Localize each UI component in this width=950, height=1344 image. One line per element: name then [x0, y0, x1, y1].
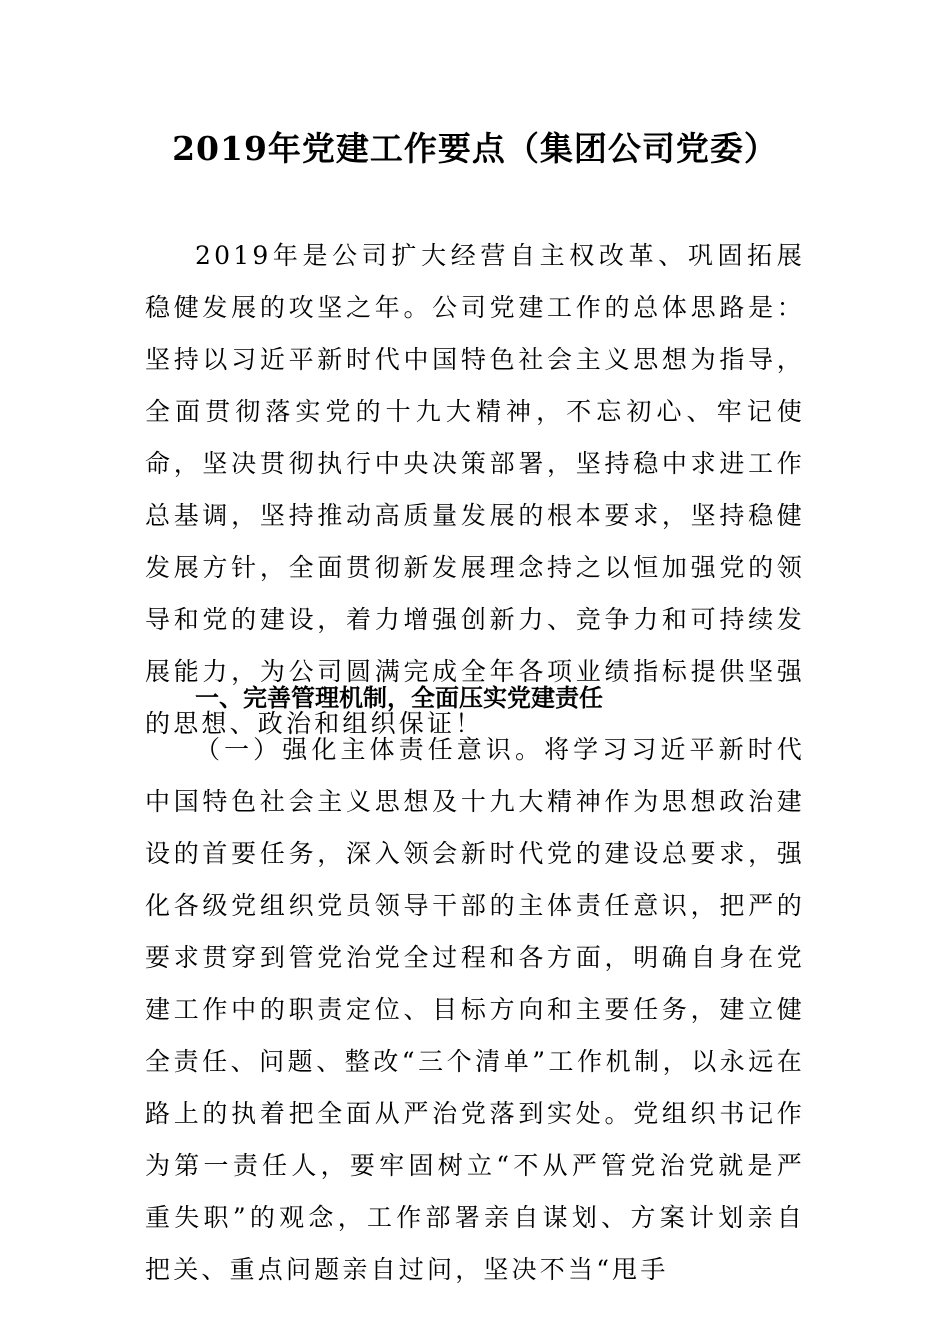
section-heading: 一、完善管理机制，全面压实党建责任 — [195, 684, 603, 712]
paragraph-text: 2019年是公司扩大经营自主权改革、巩固拓展稳健发展的攻坚之年。公司党建工作的总体思路是：坚持以习近平新时代中国特色社会主义思想为指导，全面贯彻落实党的十九大精神，不忘初心、牢记使命，坚决贯彻执行中央决策部署，坚持稳中求进工作总基调，坚持推动高质量发展的根本要求，坚持稳健发展方针，全面贯彻新发展理念持之以恒加强党的领导和党的建设，着力增强创新力、竞争力和可持续发展能力，为公司圆满完成全年各项业绩指标提供坚强的思想、政治和组织保证！ — [145, 241, 805, 738]
paragraph-text: （一）强化主体责任意识。将学习习近平新时代中国特色社会主义思想及十九大精神作为思想政治建设的首要任务，深入领会新时代党的建设总要求，强化各级党组织党员领导干部的主体责任意识，把严的要求贯穿到管党治党全过程和各方面，明确自身在党建工作中的职责定位、目标方向和主要任务，建立健全责任、问题、整改“三个清单”工作机制，以永远在路上的执着把全面从严治党落到实处。党组织书记作为第一责任人，要牢固树立“不从严管党治党就是严重失职”的观念，工作部署亲自谋划、方案计划亲自把关、重点问题亲自过问，坚决不当“甩手 — [145, 735, 805, 1284]
section-paragraph — [145, 724, 805, 1296]
document-title: 2019年党建工作要点（集团公司党委） — [172, 129, 778, 168]
